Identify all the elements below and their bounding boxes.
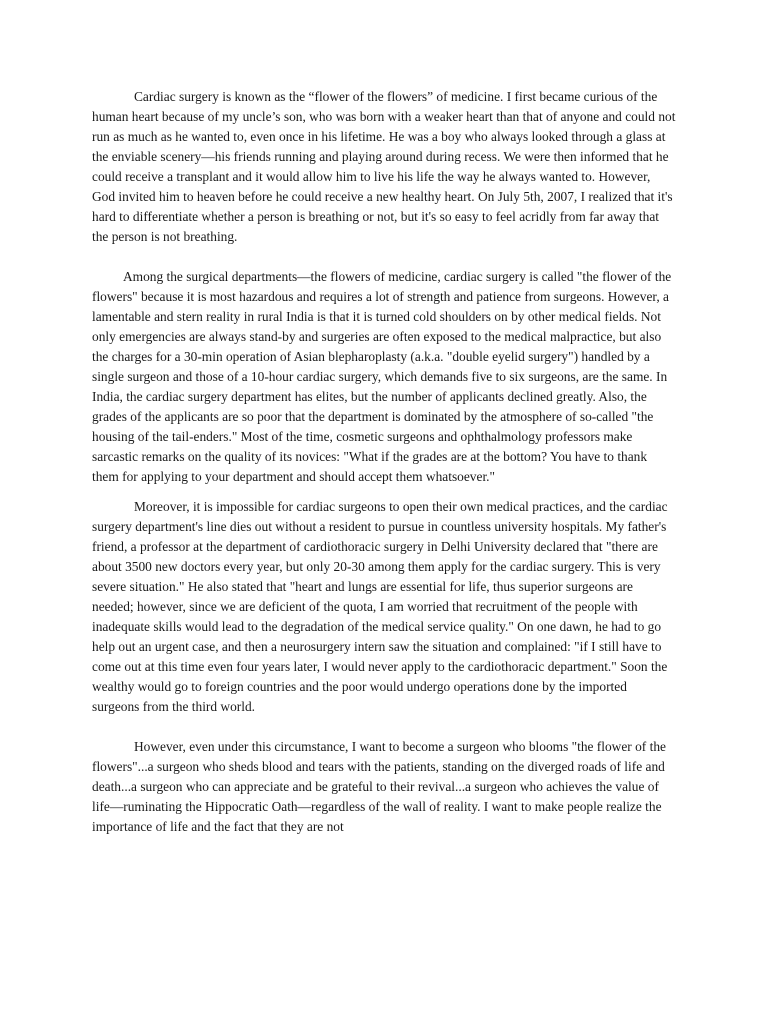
essay-body — [92, 87, 676, 837]
paragraph-3: Moreover, it is impossible for cardiac surgeons to open their own medical practices, and the cardiac surgery department's line dies out without a resident to pursue in countless university hospitals. My father's friend, a professor at the department of cardiothoracic surgery in Delhi University declared that "there are about 3500 new doctors every year, but only 20-30 among them apply for the cardiac surgery. This is very severe situation." He also stated that "heart and lungs are essential for life, thus superior surgeons are needed; however, since we are deficient of the quota, I am worried that recruitment of the people with inadequate skills would lead to the degradation of the medical service quality." On one dawn, he had to go help out an urgent case, and then a neurosurgery intern saw the situation and complained: "if I still have to come out at this time even four years later, I would never apply to the cardiothoracic department." Soon the wealthy would go to foreign countries and the poor would undergo operations done by the imported surgeons from the third world. — [92, 499, 668, 714]
paragraph-2: Among the surgical departments—the flowers of medicine, cardiac surgery is called "the flower of the flowers" because it is most hazardous and requires a lot of strength and patience from surgeons. However, a lamentable and stern reality in rural India is that it is turned cold shoulders on by other medical fields. Not only emergencies are always stand-by and surgeries are often exposed to the medical malpractice, but also the charges for a 30-min operation of Asian blepharoplasty (a.k.a. "double eyelid surgery") handled by a single surgeon and those of a 10-hour cardiac surgery, which demands five to six surgeons, are the same. In India, the cardiac surgery department has elites, but the number of applicants declined greatly. Also, the grades of the applicants are so poor that the department is dominated by the atmosphere of so-called "the housing of the tail-enders." Most of the time, cosmetic surgeons and ophthalmology professors make sarcastic remarks on the quality of its novices: "What if the grades are at the bottom? You have to thank them for applying to your department and should accept them whatsoever." — [92, 269, 672, 484]
paragraph-1: Cardiac surgery is known as the “flower of the flowers” of medicine. I first became curious of the human heart because of my uncle’s son, who was born with a weaker heart than that of anyone and could not run as much as he wanted to, even once in his lifetime. He was a boy who always looked through a glass at the enviable scenery—his friends running and playing around during recess. We were then informed that he could receive a transplant and it would allow him to live his life the way he always wanted to. However, God invited him to heaven before he could receive a new healthy heart. On July 5th, 2007, I realized that it's hard to differentiate whether a person is breathing or not, but it's so easy to feel acridly from far away that the person is not breathing. — [92, 89, 676, 244]
paragraph-4: However, even under this circumstance, I want to become a surgeon who blooms "the flower of the flowers"...a surgeon who sheds blood and tears with the patients, standing on the diverged roads of life and death...a surgeon who can appreciate and be grateful to their revival...a surgeon who achieves the value of life—ruminating the Hippocratic Oath—regardless of the wall of reality. I want to make people realize the importance of life and the fact that they are not — [92, 739, 666, 834]
